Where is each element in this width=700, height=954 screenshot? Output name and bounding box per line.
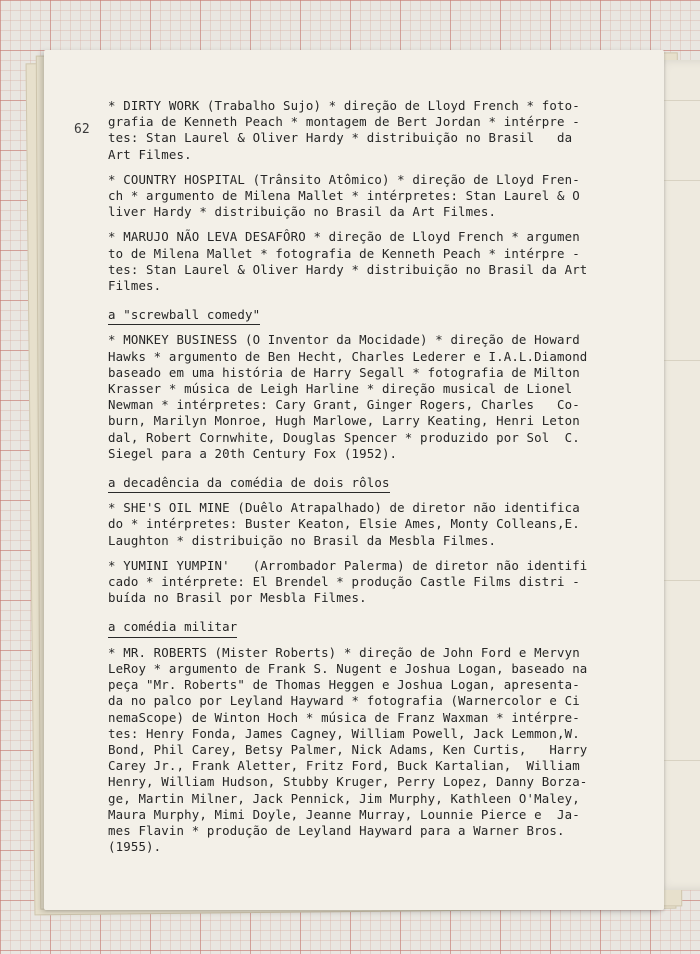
section-entries	[108, 332, 618, 462]
text-line: tes: Henry Fonda, James Cagney, William Powell, Jack Lemmon,W.	[108, 725, 580, 741]
text-line: * MR. ROBERTS (Mister Roberts) * direção de John Ford e Mervyn	[108, 644, 580, 660]
text-line: buída no Brasil por Mesbla Filmes.	[108, 590, 367, 606]
section-entries	[108, 645, 618, 856]
section-heading: a comédia militar	[108, 619, 237, 637]
text-line: liver Hardy * distribuição no Brasil da Art Filmes.	[108, 204, 497, 220]
section-heading: a decadência da comédia de dois rôlos	[108, 475, 390, 493]
section-decadencia	[108, 471, 618, 606]
section-entries	[108, 500, 618, 606]
text-line: Newman * intérpretes: Cary Grant, Ginger Rogers, Charles Co-	[108, 397, 580, 413]
text-line: * COUNTRY HOSPITAL (Trânsito Atômico) * direção de Lloyd Fren-	[108, 171, 580, 187]
text-line: do * intérpretes: Buster Keaton, Elsie Ames, Monty Colleans,E.	[108, 516, 580, 532]
text-line: Krasser * música de Leigh Harline * direção musical de Lionel	[108, 381, 573, 397]
film-entry	[108, 500, 618, 549]
film-entry	[108, 229, 618, 294]
text-line: Hawks * argumento de Ben Hecht, Charles Lederer e I.A.L.Diamond	[108, 348, 588, 364]
text-line: Art Filmes.	[108, 146, 192, 162]
text-line: to de Milena Mallet * fotografia de Kenneth Peach * intérpre -	[108, 245, 580, 261]
text-line: ch * argumento de Milena Mallet * intérpretes: Stan Laurel & O	[108, 188, 580, 204]
text-line: da no palco por Leyland Hayward * fotografia (Warnercolor e Ci	[108, 693, 580, 709]
text-line: baseado em uma história de Harry Segall * fotografia de Milton	[108, 364, 580, 380]
text-line: Henry, William Hudson, Stubby Kruger, Perry Lopez, Danny Borza-	[108, 774, 588, 790]
text-line: mes Flavin * produção de Leyland Hayward para a Warner Bros.	[108, 822, 565, 838]
text-line: Bond, Phil Carey, Betsy Palmer, Nick Adams, Ken Curtis, Harry	[108, 741, 588, 757]
text-line: Carey Jr., Frank Aletter, Fritz Ford, Buck Kartalian, William	[108, 758, 580, 774]
text-line: nemaScope) de Winton Hoch * música de Franz Waxman * intérpre-	[108, 709, 580, 725]
film-entry	[108, 332, 618, 462]
text-line: grafia de Kenneth Peach * montagem de Bert Jordan * intérpre -	[108, 114, 580, 130]
film-entry	[108, 645, 618, 856]
text-line: (1955).	[108, 839, 162, 855]
film-entry	[108, 98, 618, 163]
text-line: dal, Robert Cornwhite, Douglas Spencer * produzido por Sol C.	[108, 429, 580, 445]
text-line: * DIRTY WORK (Trabalho Sujo) * direção de Lloyd French * foto-	[108, 98, 580, 113]
section-comedia-militar	[108, 615, 618, 855]
text-line: Laughton * distribuição no Brasil da Mesbla Filmes.	[108, 532, 497, 548]
intro-entries	[108, 98, 618, 294]
text-line: cado * intérprete: El Brendel * produção Castle Films distri -	[108, 574, 580, 590]
text-line: Siegel para a 20th Century Fox (1952).	[108, 445, 398, 461]
text-line: * SHE'S OIL MINE (Duêlo Atrapalhado) de diretor não identifica	[108, 500, 580, 516]
text-line: tes: Stan Laurel & Oliver Hardy * distribuição no Brasil da	[108, 130, 573, 146]
text-line: Maura Murphy, Mimi Doyle, Jeanne Murray, Lounnie Pierce e Ja-	[108, 806, 580, 822]
section-screwball-comedy	[108, 303, 618, 462]
text-line: Filmes.	[108, 278, 162, 294]
text-line: peça "Mr. Roberts" de Thomas Heggen e Joshua Logan, apresenta-	[108, 677, 580, 693]
section-heading: a "screwball comedy"	[108, 307, 260, 325]
text-line: * MARUJO NÃO LEVA DESAFÔRO * direção de Lloyd French * argumen	[108, 229, 580, 245]
text-line: tes: Stan Laurel & Oliver Hardy * distribuição no Brasil da Art	[108, 261, 588, 277]
film-entry	[108, 558, 618, 607]
text-line: LeRoy * argumento de Frank S. Nugent e Joshua Logan, baseado na	[108, 660, 588, 676]
film-entry	[108, 172, 618, 221]
text-line: * MONKEY BUSINESS (O Inventor da Mocidade) * direção de Howard	[108, 332, 580, 348]
page-number: 62	[74, 122, 90, 137]
typewritten-page	[44, 50, 664, 910]
page-content	[108, 98, 618, 864]
text-line: burn, Marilyn Monroe, Hugh Marlowe, Larry Keating, Henri Leton	[108, 413, 580, 429]
text-line: ge, Martin Milner, Jack Pennick, Jim Murphy, Kathleen O'Maley,	[108, 790, 580, 806]
text-line: * YUMINI YUMPIN' (Arrombador Palerma) de diretor não identifi	[108, 557, 588, 573]
